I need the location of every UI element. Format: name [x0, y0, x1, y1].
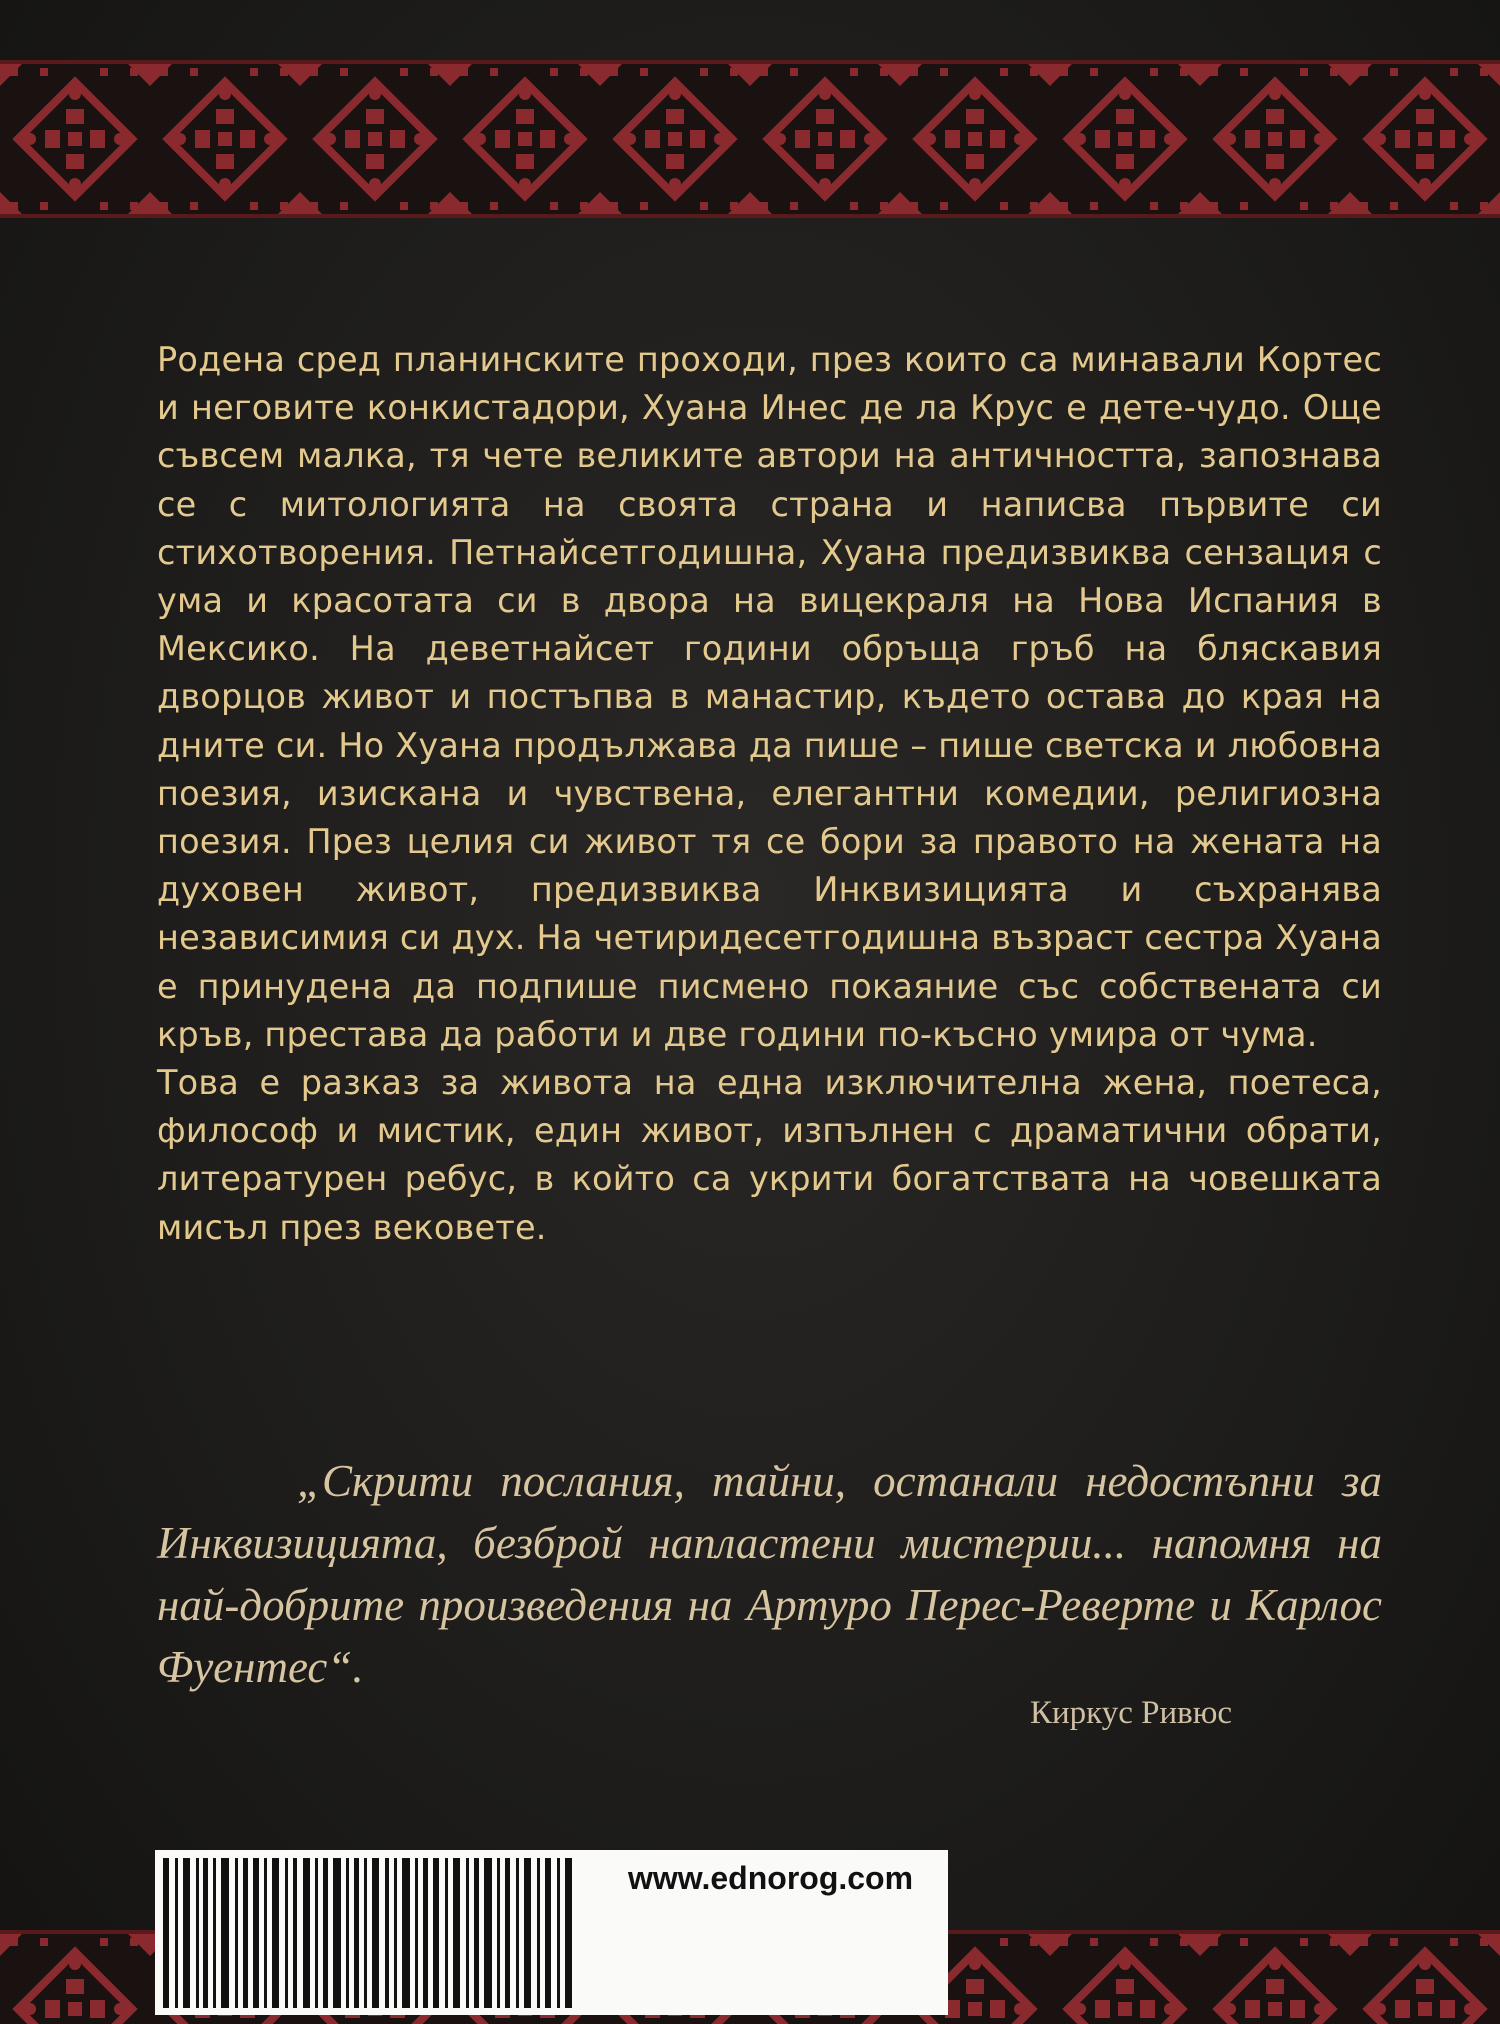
ornament-pattern-top — [0, 64, 1500, 214]
barcode-panel — [155, 1850, 948, 2015]
description-paragraph-1: Родена сред планинските проходи, през които са минавали Кортес и неговите конкистадори, Хуана Инес де ла Крус е дете-чудо. Още съвсем малка, тя чете великите автори на античността, запознава се с митологията на своята страна и написва първите си стихотворения. Петнайсетгодишна, Хуана предизвиква сензация с ума и красотата си в двора на вицекраля на Нова Испания в Мексико. На деветнайсет години обръща гръб на бляскавия дворцов живот и постъпва в манастир, където остава до края на дните си. Но Хуана продължава да пише – пише светска и любовна поезия, изискана и чувствена, елегантни комедии, религиозна поезия. През целия си живот тя се бори за правото на жената на духовен живот, предизвиква Инквизицията и съхранява независимия си дух. На четиридесетгодишна възраст сестра Хуана е принудена да подпише писмено покаяние със собствената си кръв, престава да работи и две години по-късно умира от чума. — [157, 340, 1382, 1054]
book-description — [157, 336, 1382, 1252]
review-source: Киркус Ривюс — [1030, 1695, 1233, 1731]
top-ornamental-border — [0, 60, 1500, 218]
barcode — [163, 1858, 583, 2008]
review-quote — [157, 1450, 1382, 1698]
description-paragraph-2: Това е разказ за живота на една изключителна жена, поетеса, философ и мистик, един живот, изпълнен с драматични обрати, литературен ребус, в който са укрити богатствата на човешката мисъл през вековете. — [157, 1063, 1382, 1247]
review-quote-text: „Скрити послания, тайни, останали недостъпни за Инквизицията, безброй напластени мистерии... напомня на най-добрите произведения на Артуро Перес-Реверте и Карлос Фуентес“. — [157, 1456, 1382, 1692]
publisher-website[interactable]: www.ednorog.com — [628, 1860, 914, 1896]
